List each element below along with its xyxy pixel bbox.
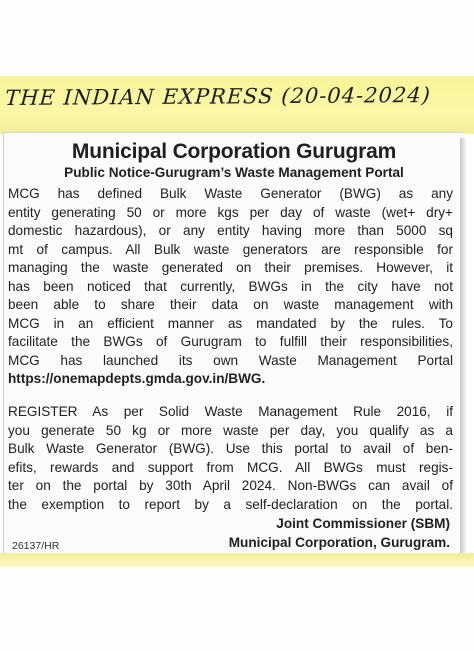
text-line: MCG in an efficient manner as mandated by the rules. To: [8, 315, 453, 331]
text-line: efits, rewards and support from MCG. All BWGs must regis-: [8, 459, 453, 475]
text-line: REGISTER As per Solid Waste Management Rule 2016, if: [8, 404, 453, 419]
signatory-role: Joint Commissioner (SBM): [276, 516, 450, 531]
text-line: the exemption to report by a self-declaration on the portal.: [8, 496, 453, 512]
text-line: been able to share their data on waste management with: [8, 297, 453, 312]
highlight-strip-bottom: [0, 553, 474, 567]
text-line: facilitate the BWGs of Gurugram to fulfill their responsibilities,: [8, 334, 453, 349]
ad-code: 26137/HR: [12, 540, 60, 552]
page-background-top: [0, 0, 474, 76]
handwritten-source-note: THE INDIAN EXPRESS (20-04-2024): [4, 83, 432, 110]
text-line: Bulk Waste Generator (BWG). Use this portal to avail of ben-: [8, 441, 453, 456]
portal-url: https://onemapdepts.gmda.gov.in/BWG.: [8, 371, 266, 386]
text-line: mt of campus. All Bulk waste generators are responsible for: [8, 241, 453, 257]
text-line: entity generating 50 or more kgs per day of waste (wet+ dry+: [8, 204, 453, 220]
text-line: managing the waste generated on their premises. However, it: [8, 260, 453, 275]
text-line: MCG has defined Bulk Waste Generator (BWG) as any: [8, 186, 453, 201]
page-background-bottom: [0, 567, 474, 651]
text-line: domestic hazardous), or any entity having more than 5000 sq: [8, 223, 453, 238]
signatory-organization: Municipal Corporation, Gurugram.: [228, 535, 450, 550]
clipping-shadow: [460, 138, 466, 558]
notice-paragraph-2: [8, 403, 453, 514]
text-line: ter on the portal by 30th April 2024. Non-BWGs can avail of: [8, 478, 453, 493]
notice-subtitle: Public Notice-Gurugram’s Waste Management Portal: [64, 165, 404, 180]
notice-paragraph-1: [8, 185, 453, 389]
text-line: you generate 50 kg or more waste per day, you qualify as a: [8, 422, 453, 438]
text-line: MCG has launched its own Waste Management Portal: [8, 352, 453, 368]
text-line: has been noticed that currently, BWGs in the city have not: [8, 278, 453, 294]
notice-title: Municipal Corporation Gurugram: [71, 140, 397, 163]
